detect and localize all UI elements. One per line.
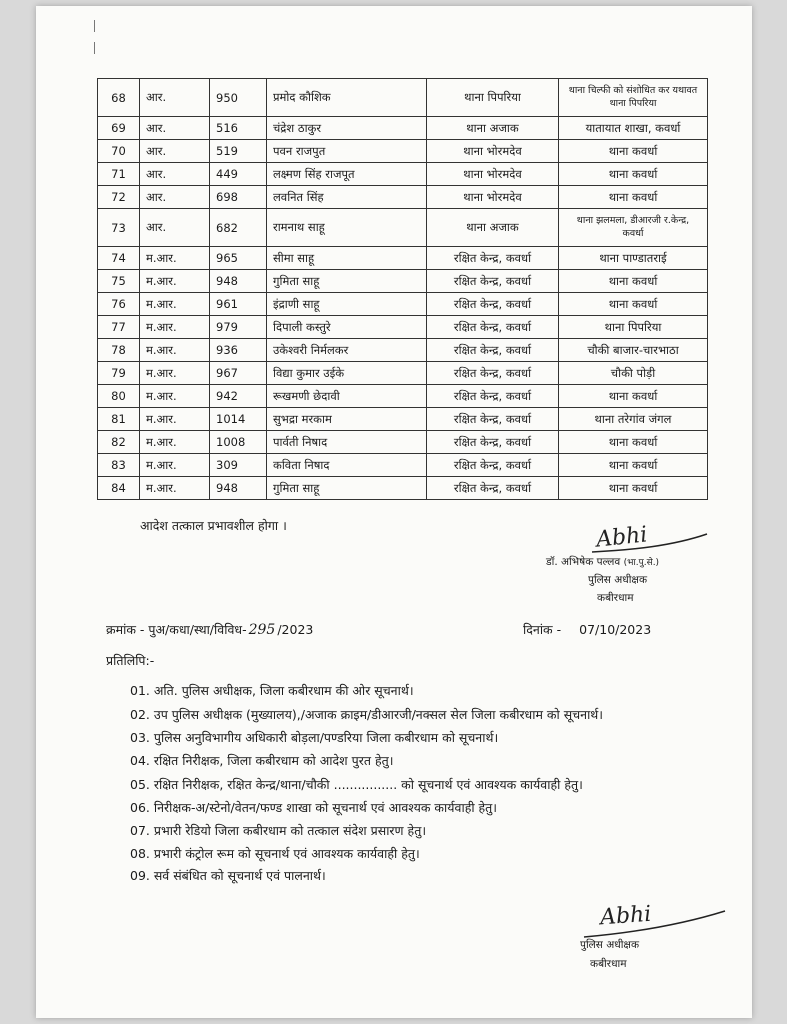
table-row <box>98 339 708 362</box>
copy-item: 07. प्रभारी रेडियो जिला कबीरधाम को तत्काल संदेश प्रसारण हेतु। <box>130 823 427 838</box>
copy-heading: प्रतिलिपि:- <box>106 653 155 668</box>
table-row <box>98 209 708 247</box>
signatory2-district: कबीरधाम <box>590 958 627 970</box>
row-number-cell: 73 <box>98 209 140 247</box>
row-number-cell: 82 <box>98 431 140 454</box>
signatory-district: कबीरधाम <box>597 592 634 604</box>
table-row <box>98 385 708 408</box>
table-row <box>98 408 708 431</box>
new-posting-cell: थाना कवर्धा <box>559 477 708 500</box>
badge-number-cell: 965 <box>210 247 267 270</box>
employee-name-cell: उकेश्वरी निर्मलकर <box>267 339 427 362</box>
row-number-cell: 80 <box>98 385 140 408</box>
current-posting-cell: रक्षित केन्द्र, कवर्धा <box>427 339 559 362</box>
rank-cell: म.आर. <box>140 339 210 362</box>
row-number-cell: 71 <box>98 163 140 186</box>
reference-number <box>106 621 313 638</box>
current-posting-cell: रक्षित केन्द्र, कवर्धा <box>427 477 559 500</box>
badge-number-cell: 1008 <box>210 431 267 454</box>
employee-name-cell: सीमा साहू <box>267 247 427 270</box>
employee-name-cell: विद्या कुमार उईके <box>267 362 427 385</box>
badge-number-cell: 1014 <box>210 408 267 431</box>
badge-number-cell: 948 <box>210 477 267 500</box>
employee-name-cell: लवनित सिंह <box>267 186 427 209</box>
employee-name-cell: पार्वती निषाद <box>267 431 427 454</box>
copy-item: 02. उप पुलिस अधीक्षक (मुख्यालय),/अजाक क्राइम/डीआरजी/नक्सल सेल जिला कबीरधाम को सूचनार्थ। <box>130 707 604 722</box>
table-row <box>98 186 708 209</box>
row-number-cell: 68 <box>98 79 140 117</box>
employee-name-cell: चंद्रेश ठाकुर <box>267 117 427 140</box>
employee-name-cell: सुभद्रा मरकाम <box>267 408 427 431</box>
table-row <box>98 140 708 163</box>
badge-number-cell: 942 <box>210 385 267 408</box>
employee-name-cell: रामनाथ साहू <box>267 209 427 247</box>
new-posting-cell: थाना झलमला, डीआरजी र.केन्द्र, कवर्धा <box>559 209 708 247</box>
rank-cell: आर. <box>140 186 210 209</box>
signature-1-text: Abhi <box>594 522 649 553</box>
employee-name-cell: दिपाली कस्तुरे <box>267 316 427 339</box>
employee-name-cell: गुमिता साहू <box>267 477 427 500</box>
employee-name-cell: लक्ष्मण सिंह राजपूत <box>267 163 427 186</box>
row-number-cell: 75 <box>98 270 140 293</box>
badge-number-cell: 698 <box>210 186 267 209</box>
table-row <box>98 477 708 500</box>
table-row <box>98 117 708 140</box>
new-posting-cell: थाना कवर्धा <box>559 431 708 454</box>
transfer-table-body <box>98 79 708 500</box>
table-row <box>98 293 708 316</box>
badge-number-cell: 449 <box>210 163 267 186</box>
date-value: 07/10/2023 <box>579 622 652 637</box>
signature-2-text: Abhi <box>599 901 653 931</box>
signatory2-designation: पुलिस अधीक्षक <box>580 939 640 951</box>
new-posting-cell: थाना पिपरिया <box>559 316 708 339</box>
copy-item: 03. पुलिस अनुविभागीय अधिकारी बोड़ला/पण्डरिया जिला कबीरधाम को सूचनार्थ। <box>130 730 499 745</box>
current-posting-cell: रक्षित केन्द्र, कवर्धा <box>427 247 559 270</box>
table-row <box>98 79 708 117</box>
date-label: दिनांक - <box>523 622 562 637</box>
current-posting-cell: थाना भोरमदेव <box>427 163 559 186</box>
row-number-cell: 83 <box>98 454 140 477</box>
rank-cell: म.आर. <box>140 247 210 270</box>
table-row <box>98 247 708 270</box>
row-number-cell: 72 <box>98 186 140 209</box>
margin-tick <box>94 42 95 54</box>
current-posting-cell: थाना अजाक <box>427 117 559 140</box>
rank-cell: आर. <box>140 140 210 163</box>
current-posting-cell: रक्षित केन्द्र, कवर्धा <box>427 431 559 454</box>
rank-cell: आर. <box>140 163 210 186</box>
new-posting-cell: थाना कवर्धा <box>559 186 708 209</box>
signatory-name-text: डॉ. अभिषेक पल्लव <box>546 556 621 568</box>
rank-cell: म.आर. <box>140 477 210 500</box>
rank-cell: म.आर. <box>140 454 210 477</box>
copy-item: 05. रक्षित निरीक्षक, रक्षित केन्द्र/थाना/चौकी ................ को सूचनार्थ एवं आवश्यक कार्यवाही हेतु। <box>130 777 583 792</box>
order-note: आदेश तत्काल प्रभावशील होगा । <box>140 518 287 533</box>
badge-number-cell: 936 <box>210 339 267 362</box>
rank-cell: आर. <box>140 209 210 247</box>
table-row <box>98 270 708 293</box>
row-number-cell: 76 <box>98 293 140 316</box>
rank-cell: म.आर. <box>140 408 210 431</box>
badge-number-cell: 519 <box>210 140 267 163</box>
copy-item: 04. रक्षित निरीक्षक, जिला कबीरधाम को आदेश पुरत हेतु। <box>130 753 394 768</box>
employee-name-cell: रूखमणी छेदावी <box>267 385 427 408</box>
rank-cell: म.आर. <box>140 362 210 385</box>
current-posting-cell: रक्षित केन्द्र, कवर्धा <box>427 385 559 408</box>
badge-number-cell: 950 <box>210 79 267 117</box>
copy-item: 08. प्रभारी कंट्रोल रूम को सूचनार्थ एवं आवश्यक कार्यवाही हेतु। <box>130 846 420 861</box>
current-posting-cell: थाना भोरमदेव <box>427 186 559 209</box>
rank-cell: म.आर. <box>140 293 210 316</box>
reference-date <box>523 621 651 638</box>
current-posting-cell: थाना अजाक <box>427 209 559 247</box>
employee-name-cell: इंद्राणी साहू <box>267 293 427 316</box>
copy-item: 09. सर्व संबंधित को सूचनार्थ एवं पालनार्थ। <box>130 868 326 883</box>
badge-number-cell: 967 <box>210 362 267 385</box>
employee-name-cell: प्रमोद कौशिक <box>267 79 427 117</box>
row-number-cell: 79 <box>98 362 140 385</box>
copy-item: 06. निरीक्षक-अ/स्टेनो/वेतन/फण्ड शाखा को सूचनार्थ एवं आवश्यक कार्यवाही हेतु। <box>130 800 498 815</box>
table-row <box>98 431 708 454</box>
badge-number-cell: 516 <box>210 117 267 140</box>
current-posting-cell: रक्षित केन्द्र, कवर्धा <box>427 270 559 293</box>
reference-label: क्रमांक - पुअ/कधा/स्था/विविध- <box>106 622 247 637</box>
new-posting-cell: चौकी बाजार-चारभाठा <box>559 339 708 362</box>
badge-number-cell: 979 <box>210 316 267 339</box>
new-posting-cell: थाना कवर्धा <box>559 293 708 316</box>
current-posting-cell: थाना पिपरिया <box>427 79 559 117</box>
signatory-name <box>546 555 659 569</box>
badge-number-cell: 948 <box>210 270 267 293</box>
current-posting-cell: थाना भोरमदेव <box>427 140 559 163</box>
employee-name-cell: कविता निषाद <box>267 454 427 477</box>
new-posting-cell: थाना कवर्धा <box>559 140 708 163</box>
badge-number-cell: 961 <box>210 293 267 316</box>
new-posting-cell: थाना कवर्धा <box>559 454 708 477</box>
table-row <box>98 163 708 186</box>
current-posting-cell: रक्षित केन्द्र, कवर्धा <box>427 454 559 477</box>
current-posting-cell: रक्षित केन्द्र, कवर्धा <box>427 293 559 316</box>
new-posting-cell: थाना कवर्धा <box>559 270 708 293</box>
row-number-cell: 84 <box>98 477 140 500</box>
copy-item: 01. अति. पुलिस अधीक्षक, जिला कबीरधाम की ओर सूचनार्थ। <box>130 683 414 698</box>
reference-handwritten-no: 295 <box>248 622 276 638</box>
row-number-cell: 77 <box>98 316 140 339</box>
table-row <box>98 316 708 339</box>
rank-cell: आर. <box>140 117 210 140</box>
table-row <box>98 454 708 477</box>
new-posting-cell: थाना तरेगांव जंगल <box>559 408 708 431</box>
signatory-designation: पुलिस अधीक्षक <box>588 574 648 586</box>
row-number-cell: 69 <box>98 117 140 140</box>
reference-year: /2023 <box>277 622 314 637</box>
new-posting-cell: थाना पाण्डातराई <box>559 247 708 270</box>
table-row <box>98 362 708 385</box>
rank-cell: म.आर. <box>140 431 210 454</box>
new-posting-cell: थाना कवर्धा <box>559 163 708 186</box>
row-number-cell: 70 <box>98 140 140 163</box>
rank-cell: आर. <box>140 79 210 117</box>
new-posting-cell: थाना चिल्फी को संशोधित कर यथावत थाना पिपरिया <box>559 79 708 117</box>
current-posting-cell: रक्षित केन्द्र, कवर्धा <box>427 362 559 385</box>
badge-number-cell: 309 <box>210 454 267 477</box>
current-posting-cell: रक्षित केन्द्र, कवर्धा <box>427 408 559 431</box>
new-posting-cell: चौकी पोड़ी <box>559 362 708 385</box>
new-posting-cell: थाना कवर्धा <box>559 385 708 408</box>
rank-cell: म.आर. <box>140 316 210 339</box>
rank-cell: म.आर. <box>140 270 210 293</box>
row-number-cell: 81 <box>98 408 140 431</box>
transfer-table <box>97 78 708 500</box>
employee-name-cell: पवन राजपुत <box>267 140 427 163</box>
new-posting-cell: यातायात शाखा, कवर्धा <box>559 117 708 140</box>
row-number-cell: 74 <box>98 247 140 270</box>
row-number-cell: 78 <box>98 339 140 362</box>
badge-number-cell: 682 <box>210 209 267 247</box>
signatory-service: (भा.पु.से.) <box>623 558 660 568</box>
rank-cell: म.आर. <box>140 385 210 408</box>
employee-name-cell: गुमिता साहू <box>267 270 427 293</box>
margin-tick <box>94 20 95 32</box>
current-posting-cell: रक्षित केन्द्र, कवर्धा <box>427 316 559 339</box>
